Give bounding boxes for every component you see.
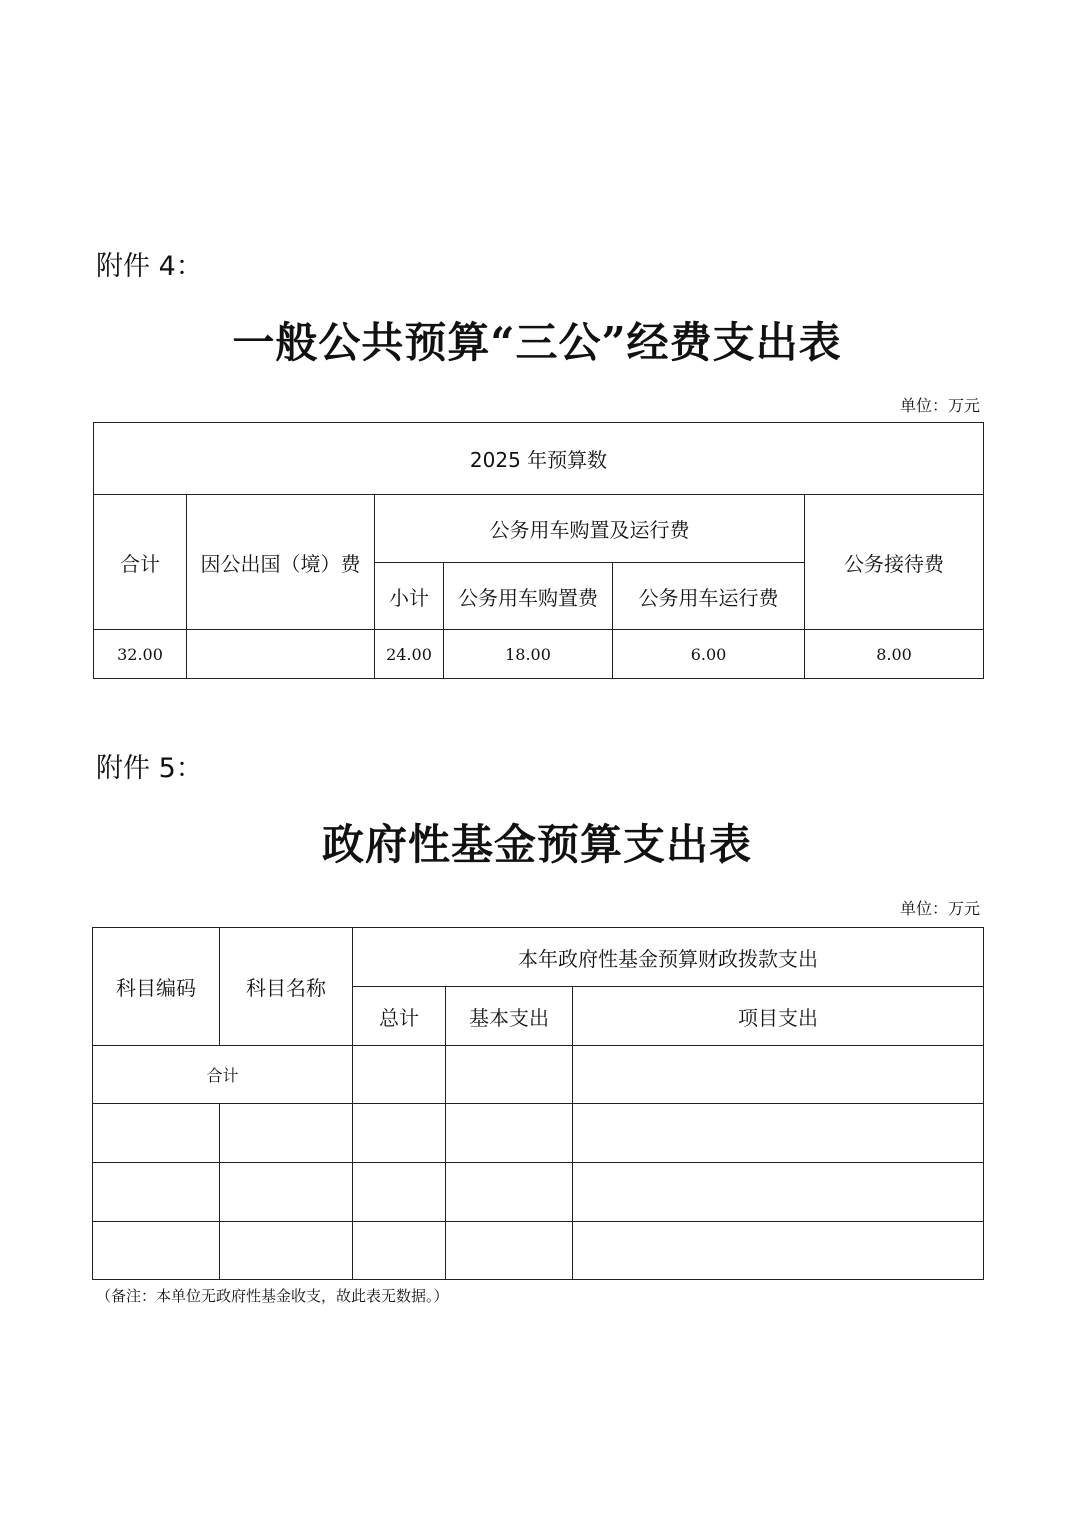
total-value: 32.00 [94, 630, 187, 679]
table-cell [446, 1104, 573, 1163]
table-cell [93, 1104, 220, 1163]
annex-5-label: 附件 5： [96, 753, 203, 784]
table-cell [446, 1222, 573, 1280]
table-cell [220, 1104, 353, 1163]
vehicle-subtotal-header: 小计 [375, 563, 444, 630]
table-cell [446, 1046, 573, 1104]
unit-label-4: 单位：万元 [899, 396, 980, 415]
table-row [93, 1222, 984, 1280]
table-note: （备注：本单位无政府性基金收支，故此表无数据。） [96, 1287, 449, 1305]
table-cell [353, 1104, 446, 1163]
table-row [93, 1163, 984, 1222]
annex-4-label: 附件 4： [96, 251, 203, 282]
total-row-label: 合计 [93, 1046, 353, 1104]
vehicle-group-header: 公务用车购置及运行费 [375, 495, 805, 563]
government-fund-title: 政府性基金预算支出表 [321, 820, 752, 869]
table-cell [446, 1163, 573, 1222]
government-fund-table [92, 927, 984, 1280]
table-cell [220, 1163, 353, 1222]
subject-name-header: 科目名称 [220, 928, 353, 1046]
table-cell [353, 1046, 446, 1104]
vehicle-operation-value: 6.00 [613, 630, 805, 679]
reception-header: 公务接待费 [805, 495, 984, 630]
table-cell [220, 1222, 353, 1280]
total-header: 合计 [94, 495, 187, 630]
table-row [93, 1104, 984, 1163]
table-cell [573, 1104, 984, 1163]
table-cell [353, 1222, 446, 1280]
subject-code-header: 科目编码 [93, 928, 220, 1046]
unit-label-5: 单位：万元 [899, 899, 980, 918]
reception-value: 8.00 [805, 630, 984, 679]
grand-total-header: 总计 [353, 987, 446, 1046]
abroad-value [187, 630, 375, 679]
vehicle-subtotal-value: 24.00 [375, 630, 444, 679]
table-cell [353, 1163, 446, 1222]
year-budget-header: 2025 年预算数 [94, 423, 984, 495]
vehicle-purchase-value: 18.00 [444, 630, 613, 679]
basic-expenditure-header: 基本支出 [446, 987, 573, 1046]
vehicle-purchase-header: 公务用车购置费 [444, 563, 613, 630]
fund-expenditure-header: 本年政府性基金预算财政拨款支出 [353, 928, 984, 987]
project-expenditure-header: 项目支出 [573, 987, 984, 1046]
vehicle-operation-header: 公务用车运行费 [613, 563, 805, 630]
table-cell [573, 1222, 984, 1280]
table-cell [93, 1222, 220, 1280]
abroad-header: 因公出国（境）费 [187, 495, 375, 630]
table-cell [93, 1163, 220, 1222]
three-public-expenses-table [93, 422, 984, 679]
table-cell [573, 1046, 984, 1104]
table-cell [573, 1163, 984, 1222]
three-public-expenses-title: 一般公共预算“三公”经费支出表 [232, 318, 842, 367]
